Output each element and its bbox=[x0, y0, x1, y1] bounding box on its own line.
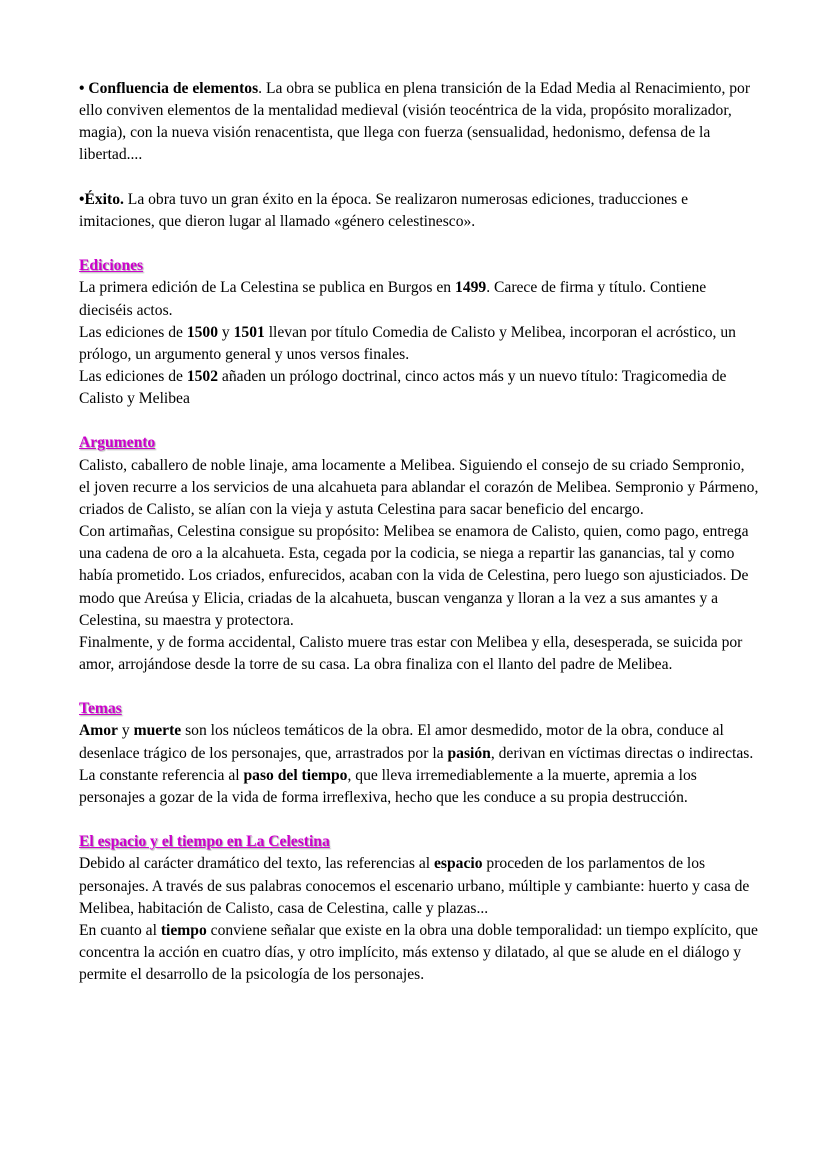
text-run: Debido al carácter dramático del texto, las referencias al bbox=[79, 855, 435, 873]
exito-title-text: Éxito. bbox=[84, 190, 124, 208]
ediciones-paragraph-1 bbox=[79, 277, 759, 321]
bold-paso-del-tiempo: paso del tiempo bbox=[243, 766, 348, 784]
heading-espacio-tiempo: El espacio y el tiempo en La Celestina bbox=[79, 833, 330, 851]
year-1502: 1502 bbox=[186, 368, 219, 385]
text-run: añaden un prólogo doctrinal, cinco actos más y un nuevo título: Tragicomedia de Calisto y Melibea bbox=[79, 368, 727, 408]
text-run: , derivan en víctimas directas o indirectas. La constante referencia al bbox=[79, 744, 754, 784]
exito-text: La obra tuvo un gran éxito en la época. Se realizaron numerosas ediciones, traducciones e imitaciones, que dieron lugar al llamado «género celestinesco». bbox=[79, 190, 689, 230]
confluencia-title bbox=[79, 80, 258, 97]
text-run: proceden de los parlamentos de los personajes. A través de sus palabras conocemos el escenario urbano, múltiple y cambiante: huerto y casa de Melibea, habitación de Calisto, casa de Celestina, calle y plazas... bbox=[79, 855, 750, 917]
espacio-paragraph bbox=[79, 853, 759, 919]
confluencia-title-text: Confluencia de elementos bbox=[88, 80, 259, 97]
temas-paragraph bbox=[79, 720, 759, 809]
bold-tiempo: tiempo bbox=[160, 921, 207, 939]
ediciones-paragraph-3 bbox=[79, 366, 759, 410]
document-page bbox=[79, 78, 759, 986]
year-1501: 1501 bbox=[233, 323, 265, 341]
text-run: son los núcleos temáticos de la obra. El amor desmedido, motor de la obra, conduce al desenlace trágico de los personajes, que, arrastrados por la bbox=[79, 722, 724, 762]
spacer bbox=[79, 809, 759, 831]
heading-ediciones: Ediciones bbox=[79, 257, 144, 275]
text-run: llevan por título Comedia de Calisto y Melibea, incorporan el acróstico, un prólogo, un argumento general y unos versos finales. bbox=[79, 323, 736, 363]
text-run: conviene señalar que existe en la obra una doble temporalidad: un tiempo explícito, que concentra la acción en cuatro días, y otro implícito, más extenso y dilatado, al que se alude en el diálogo y permite el desarrollo de la psicología de los personajes. bbox=[79, 921, 758, 984]
paragraph-exito bbox=[79, 189, 759, 233]
bold-espacio: espacio bbox=[434, 855, 483, 873]
text-run: , que lleva irremediablemente a la muerte, apremia a los personajes a gozar de la vida de forma irreflexiva, hecho que les conduce a su propia destrucción. bbox=[79, 766, 697, 806]
year-1500: 1500 bbox=[186, 323, 219, 341]
text-run: . Carece de firma y título. Contiene dieciséis actos. bbox=[79, 279, 707, 319]
exito-title bbox=[79, 191, 124, 208]
spacer bbox=[79, 233, 759, 255]
text-run: y bbox=[218, 323, 234, 341]
text-run: Las ediciones de bbox=[79, 323, 187, 341]
bullet: • bbox=[79, 190, 85, 208]
tiempo-paragraph bbox=[79, 920, 759, 986]
text-run: La primera edición de La Celestina se publica en Burgos en bbox=[79, 279, 456, 297]
spacer bbox=[79, 167, 759, 189]
spacer bbox=[79, 410, 759, 432]
heading-temas: Temas bbox=[79, 700, 122, 718]
bullet: • bbox=[79, 80, 89, 97]
year-1499: 1499 bbox=[455, 279, 487, 297]
bold-pasion: pasión bbox=[447, 744, 491, 762]
argumento-paragraph-3: Finalmente, y de forma accidental, Calisto muere tras estar con Melibea y ella, desesperada, se suicida por amor, arrojándose desde la torre de su casa. La obra finaliza con el llanto del padre de Melibea. bbox=[79, 633, 743, 674]
text-run: y bbox=[117, 722, 134, 740]
bold-muerte: muerte bbox=[133, 722, 182, 740]
bold-amor: Amor bbox=[79, 722, 118, 740]
confluencia-text: . La obra se publica en plena transición de la Edad Media al Renacimiento, por ello conviven elementos de la mentalidad medieval (visión teocéntrica de la vida, propósito moralizador, magia), con la nueva visión renacentista, que llega con fuerza (sensualidad, hedonismo, defensa de la libertad.... bbox=[79, 80, 751, 164]
argumento-paragraph-1: Calisto, caballero de noble linaje, ama locamente a Melibea. Siguiendo el consejo de su criado Sempronio, el joven recurre a los servicios de una alcahueta para ablandar el corazón de Melibea. Sempronio y Pármeno, criados de Calisto, se alían con la vieja y astuta Celestina para sacar beneficio del encargo. bbox=[79, 456, 759, 518]
paragraph-confluencia bbox=[79, 78, 759, 167]
argumento-paragraph-2: Con artimañas, Celestina consigue su propósito: Melibea se enamora de Calisto, quien, como pago, entrega una cadena de oro a la alcahueta. Esta, cegada por la codicia, se niega a repartir las ganancias, tal y como había prometido. Los criados, enfurecidos, acaban con la vida de Celestina, pero luego son ajusticiados. De modo que Areúsa y Elicia, criadas de la alcahueta, buscan venganza y lloran a la vez a sus amantes y a Celestina, su maestra y protectora. bbox=[79, 523, 749, 629]
ediciones-paragraph-2 bbox=[79, 322, 759, 366]
text-run: Las ediciones de bbox=[79, 368, 187, 385]
text-run: En cuanto al bbox=[79, 921, 161, 939]
heading-argumento: Argumento bbox=[79, 434, 156, 452]
spacer bbox=[79, 676, 759, 698]
